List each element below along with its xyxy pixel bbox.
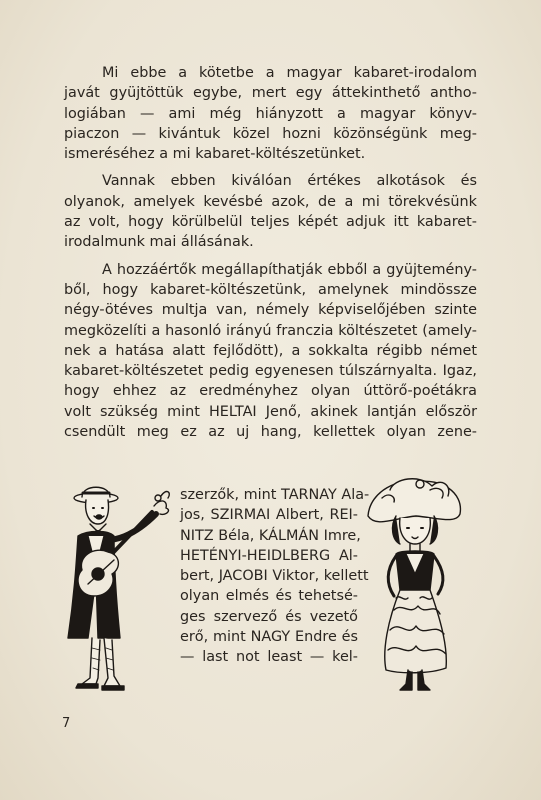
body-text (64, 63, 477, 442)
text-line: kabaret-költészetet pedig egyenesen túlszárnyalta. Igaz, (64, 363, 477, 380)
text-line: piaczon — kivántuk közel hozni közönségünk meg- (64, 125, 477, 142)
text-line: Mi ebbe a kötetbe a magyar kabaret-irodalom (102, 65, 477, 81)
guitar-player-illustration (48, 478, 178, 708)
paragraph-2 (64, 171, 477, 252)
text-line: nek a hatása alatt fejlődött), a sokkalta régibb német (64, 342, 477, 359)
text-line: irodalmunk mai állásának. (64, 234, 254, 251)
text-line: szerzők, mint TARNAY Ala- (180, 487, 370, 503)
text-line: bert, JACOBI Viktor, kellett (180, 568, 369, 585)
text-line: olyan elmés és tehetsé- (180, 588, 358, 605)
text-line: logiában — ami még hiányzott a magyar könyv- (64, 105, 477, 122)
text-line: Vannak ebben kiválóan értékes alkotások és (102, 173, 477, 190)
text-line: HETÉNYI-HEIDLBERG Al- (180, 547, 358, 564)
narrow-column-text (180, 485, 370, 668)
text-line: javát gyüjtöttük egybe, mert egy áttekinthető antho- (64, 85, 477, 102)
text-line: ges szervező és vezető (180, 608, 358, 625)
text-line: — last not least — kel- (180, 649, 358, 666)
text-line: jos, SZIRMAI Albert, REI- (180, 507, 358, 524)
text-line: csendült meg ez az uj hang, kellettek olyan zene- (64, 424, 477, 441)
text-line: hogy ehhez az eredményhez olyan úttörő-poétákra (64, 383, 477, 400)
text-line: olyanok, amelyek kevésbé azok, de a mi törekvésünk (64, 193, 477, 210)
text-line: ismeréséhez a mi kabaret-költészetünket. (64, 146, 366, 163)
text-line: az volt, hogy körülbelül teljes képét adjuk itt kabaret- (64, 214, 477, 231)
text-line: A hozzáértők megállapíthatják ebből a gyüjtemény- (102, 261, 477, 278)
text-line: erő, mint NAGY Endre és (180, 629, 358, 646)
page-number: 7 (62, 716, 71, 731)
text-line: négy-ötéves multja van, némely képviselőjében szinte (64, 302, 477, 319)
paragraph-3 (64, 260, 477, 443)
text-line: ből, hogy kabaret-költészetünk, amelynek mindössze (64, 281, 477, 298)
text-line: volt szükség mint HELTAI Jenő, akinek lantján először (64, 403, 477, 420)
text-line: NITZ Béla, KÁLMÁN Imre, (180, 527, 361, 544)
lady-with-hat-illustration (360, 470, 470, 700)
paragraph-1 (64, 63, 477, 164)
text-line: megközelíti a hasonló irányú franczia költészetet (amely- (64, 322, 477, 339)
